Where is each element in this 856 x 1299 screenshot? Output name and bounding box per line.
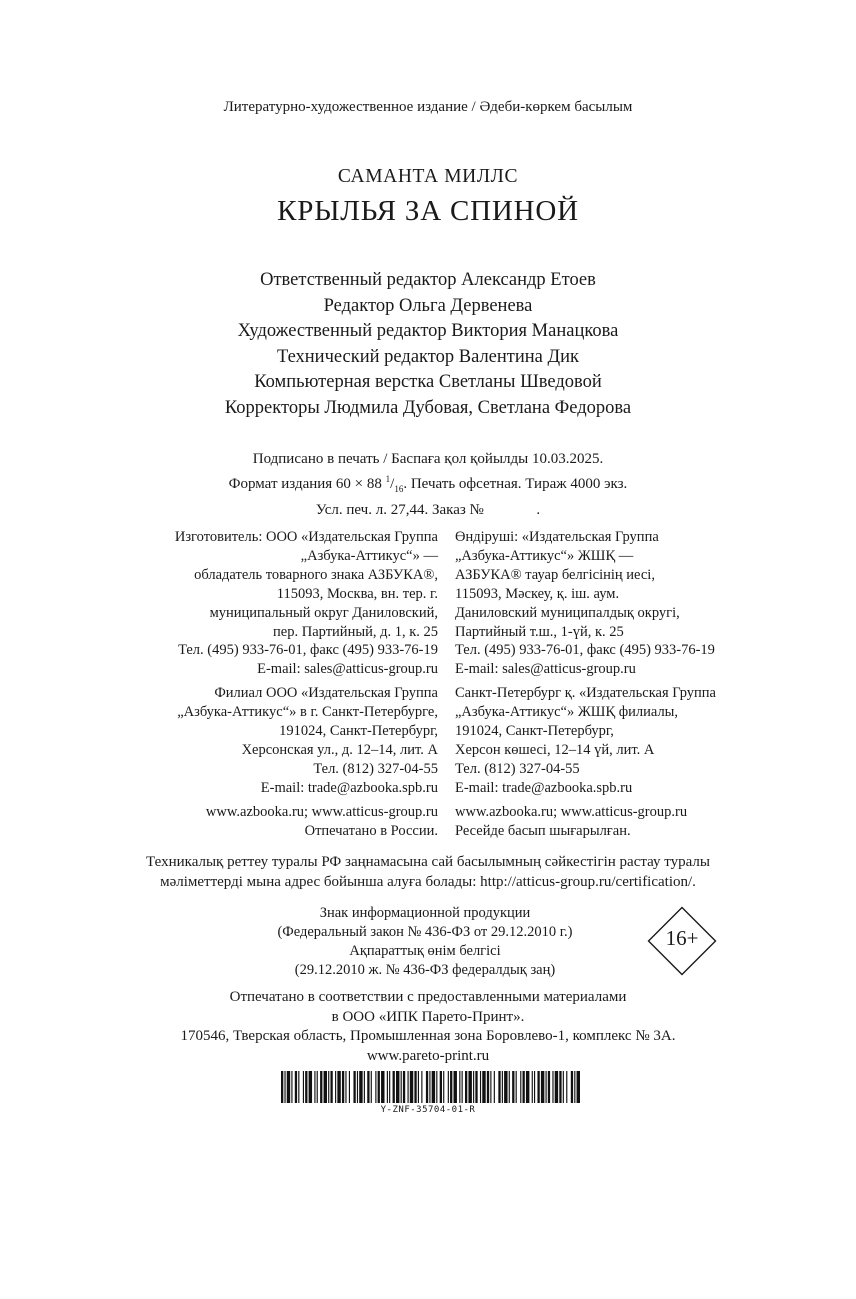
barcode-bar <box>429 1071 430 1103</box>
barcode-bar <box>462 1071 463 1103</box>
barcode-bar <box>410 1071 413 1103</box>
barcode-bar <box>353 1071 355 1103</box>
barcode-bar <box>450 1071 452 1103</box>
staff-line: Технический редактор Валентина Дик <box>276 346 580 367</box>
barcode-code: Y-ZNF-35704-01-R <box>380 1105 476 1115</box>
barcode-bar <box>494 1071 495 1103</box>
barcode-bar <box>482 1071 485 1103</box>
barcode-bar <box>357 1071 358 1103</box>
barcode-bar <box>421 1071 422 1103</box>
barcode-bar <box>523 1071 525 1103</box>
printer-info <box>0 988 856 1066</box>
barcode-bar <box>504 1071 507 1103</box>
manufacturer-kz-line: Тел. (495) 933-76-01, факс (495) 933-76-19 <box>455 642 715 659</box>
printer-line: Отпечатано в соответствии с предоставленными материалами <box>229 989 627 1005</box>
format-denominator: 16 <box>394 484 404 495</box>
barcode-bar <box>367 1071 369 1103</box>
web-ru <box>206 803 438 841</box>
manufacturer-ru-line: муниципальный округ Даниловский, <box>209 604 438 621</box>
manufacturer-ru-line: 115093, Москва, вн. тер. г. <box>276 585 438 602</box>
barcode-bar <box>359 1071 362 1103</box>
barcode-bar <box>490 1071 491 1103</box>
barcode-bar <box>295 1071 297 1103</box>
barcode-bar <box>512 1071 514 1103</box>
web-kz <box>455 803 687 841</box>
age-rating-label: 16+ <box>665 926 699 950</box>
staff-line: Ответственный редактор Александр Етоев <box>260 270 596 290</box>
barcode-bar <box>526 1071 529 1103</box>
staff-line: Корректоры Людмила Дубовая, Светлана Федорова <box>224 397 632 418</box>
barcode-bar <box>393 1071 395 1103</box>
barcode-bar <box>418 1071 419 1103</box>
certification-line: Техникалық реттеу туралы РФ заңнамасына сай басылымның сәйкестігін растау туралы <box>146 854 710 870</box>
manufacturer-kz-line: 115093, Мәскеу, қ. іш. аум. <box>455 585 620 602</box>
barcode-bar <box>448 1071 449 1103</box>
barcode-bar <box>324 1071 327 1103</box>
barcode-bar <box>309 1071 312 1103</box>
barcode-bar <box>541 1071 544 1103</box>
barcode-bar <box>498 1071 500 1103</box>
barcode <box>281 1071 581 1103</box>
web-ru-line: www.azbooka.ru; www.atticus-group.ru <box>205 804 438 820</box>
branch-ru-line: Херсонская ул., д. 12–14, лит. А <box>241 741 438 758</box>
manufacturer-ru-line: Изготовитель: ООО «Издательская Группа <box>174 529 438 545</box>
barcode-bar <box>465 1071 467 1103</box>
author-name: САМАНТА МИЛЛС <box>337 166 519 187</box>
age-mark-text <box>215 904 635 980</box>
branch-ru-line: „Азбука-Аттикус“» в г. Санкт-Петербурге, <box>177 703 438 720</box>
barcode-bar <box>349 1071 350 1103</box>
barcode-bar <box>345 1071 346 1103</box>
barcode-bar <box>546 1071 547 1103</box>
barcode-bar <box>516 1071 517 1103</box>
barcode-bar <box>537 1071 539 1103</box>
barcode-bar <box>305 1071 307 1103</box>
barcode-bar <box>555 1071 558 1103</box>
web-kz-line: Ресейде басып шығарылған. <box>455 822 631 839</box>
format-suffix: . Печать офсетная. Тираж 4000 экз. <box>403 476 628 493</box>
barcode-bar <box>317 1071 318 1103</box>
barcode-bar <box>375 1071 376 1103</box>
barcode-bar <box>459 1071 460 1103</box>
branch-kz-line: 191024, Санкт-Петербург, <box>455 722 614 739</box>
branch-kz-line: „Азбука-Аттикус“» ЖШҚ филиалы, <box>455 703 679 720</box>
barcode-bar <box>414 1071 416 1103</box>
sheets-line: Усл. печ. л. 27,44. Заказ № . <box>315 501 541 518</box>
branch-kz <box>455 684 716 797</box>
printer-line: 170546, Тверская область, Промышленная зона Боровлево-1, комплекс № 3А. <box>180 1028 676 1044</box>
manufacturer-kz-line: Өндіруші: «Издательская Группа <box>455 529 659 545</box>
barcode-bar <box>381 1071 384 1103</box>
manufacturer-kz-line: „Азбука-Аттикус“» ЖШҚ — <box>455 547 634 564</box>
manufacturer-kz-line: АЗБУКА® тауар белгісінің иесі, <box>455 566 655 583</box>
barcode-bar <box>287 1071 290 1103</box>
barcode-bar <box>571 1071 573 1103</box>
barcode-bar <box>468 1071 471 1103</box>
barcode-bar <box>371 1071 372 1103</box>
printer-line: www.pareto-print.ru <box>366 1047 490 1064</box>
barcode-bar <box>320 1071 322 1103</box>
barcode-bar <box>454 1071 457 1103</box>
age-mark-line: (Федеральный закон № 436-ФЗ от 29.12.2010 г.) <box>277 923 573 940</box>
barcode-bar <box>314 1071 315 1103</box>
manufacturer-ru-line: „Азбука-Аттикус“» — <box>300 547 438 564</box>
manufacturer-kz-line: E-mail: sales@atticus-group.ru <box>455 661 636 678</box>
signed-line: Подписано в печать / Баспаға қол қойылды 10.03.2025. <box>252 451 604 467</box>
editorial-staff <box>0 268 856 422</box>
barcode-bar <box>440 1071 442 1103</box>
certification-line: мәліметтерді мына адрес бойынша алуға болады: http://atticus-group.ru/certification/. <box>160 873 696 890</box>
barcode-bar <box>475 1071 477 1103</box>
format-numerator: 1 <box>385 474 391 485</box>
manufacturer-kz <box>455 528 715 679</box>
barcode-bar <box>436 1071 437 1103</box>
barcode-bar <box>378 1071 380 1103</box>
manufacturer-ru-line: обладатель товарного знака АЗБУКА®, <box>194 566 438 583</box>
barcode-bar <box>559 1071 561 1103</box>
barcode-bar <box>298 1071 299 1103</box>
branch-kz-line: Санкт-Петербург қ. «Издательская Группа <box>455 685 716 701</box>
barcode-bar <box>403 1071 405 1103</box>
edition-type: Литературно-художественное издание / Әдеби-көркем басылым <box>223 99 633 115</box>
format-line <box>0 469 856 499</box>
barcode-bar <box>387 1071 388 1103</box>
branch-ru-line: E-mail: trade@azbooka.spb.ru <box>260 779 438 796</box>
manufacturer-kz-line: Даниловский муниципалдық округі, <box>455 604 680 621</box>
web-kz-line: www.azbooka.ru; www.atticus-group.ru <box>455 804 688 820</box>
branch-ru-line: Тел. (812) 327-04-55 <box>313 760 438 777</box>
print-info <box>0 449 856 520</box>
barcode-bar <box>532 1071 533 1103</box>
branch-ru-line: 191024, Санкт-Петербург, <box>279 722 438 739</box>
book-title: КРЫЛЬЯ ЗА СПИНОЙ <box>277 195 579 227</box>
barcode-bar <box>426 1071 428 1103</box>
barcode-bar <box>337 1071 340 1103</box>
barcode-bar <box>566 1071 567 1103</box>
barcode-bar <box>335 1071 336 1103</box>
barcode-bar <box>577 1071 580 1103</box>
barcode-bar <box>389 1071 390 1103</box>
age-mark-line: (29.12.2010 ж. № 436-ФЗ федералдық заң) <box>294 961 556 978</box>
staff-line: Компьютерная верстка Светланы Шведовой <box>254 372 602 393</box>
certification-note <box>0 853 856 892</box>
web-ru-line: Отпечатано в России. <box>304 822 438 839</box>
barcode-bar <box>291 1071 292 1103</box>
staff-line: Редактор Ольга Дервенева <box>323 295 533 316</box>
manufacturer-kz-line: Партийный т.ш., 1-үй, к. 25 <box>455 623 624 640</box>
barcode-bar <box>364 1071 365 1103</box>
barcode-bar <box>509 1071 510 1103</box>
barcode-bar <box>328 1071 329 1103</box>
barcode-bar <box>281 1071 283 1103</box>
age-rating-badge <box>647 906 717 976</box>
branch-ru <box>177 684 438 797</box>
barcode-bar <box>552 1071 553 1103</box>
barcode-bar <box>330 1071 332 1103</box>
barcode-bar <box>480 1071 481 1103</box>
branch-kz-line: E-mail: trade@azbooka.spb.ru <box>455 779 633 796</box>
printer-line: в ООО «ИПК Парето-Принт». <box>331 1008 525 1025</box>
barcode-bar <box>473 1071 474 1103</box>
staff-line: Художественный редактор Виктория Манацкова <box>237 321 619 342</box>
branch-kz-line: Херсон көшесі, 12–14 үй, лит. А <box>455 741 655 758</box>
barcode-bar <box>548 1071 550 1103</box>
age-mark-line: Ақпараттық өнім белгісі <box>349 942 501 959</box>
barcode-bar <box>284 1071 285 1103</box>
barcode-bar <box>396 1071 399 1103</box>
barcode-bar <box>563 1071 564 1103</box>
barcode-bar <box>342 1071 344 1103</box>
manufacturer-ru-line: E-mail: sales@atticus-group.ru <box>257 661 438 678</box>
branch-ru-line: Филиал ООО «Издательская Группа <box>214 685 438 701</box>
barcode-bar <box>487 1071 489 1103</box>
barcode-bar <box>443 1071 444 1103</box>
barcode-bar <box>574 1071 575 1103</box>
barcode-bar <box>432 1071 435 1103</box>
manufacturer-ru <box>175 528 438 679</box>
barcode-bar <box>534 1071 535 1103</box>
age-mark-line: Знак информационной продукции <box>319 905 531 921</box>
format-prefix: Формат издания 60 × 88 <box>228 476 386 493</box>
barcode-bar <box>303 1071 304 1103</box>
manufacturer-ru-line: Тел. (495) 933-76-01, факс (495) 933-76-19 <box>178 642 438 659</box>
manufacturer-ru-line: пер. Партийный, д. 1, к. 25 <box>273 623 438 640</box>
barcode-bar <box>401 1071 402 1103</box>
branch-kz-line: Тел. (812) 327-04-55 <box>455 760 580 777</box>
barcode-bar <box>520 1071 521 1103</box>
barcode-bar <box>408 1071 409 1103</box>
format-fraction: $^1/_{16}$ <box>385 474 404 495</box>
barcode-bar <box>502 1071 503 1103</box>
